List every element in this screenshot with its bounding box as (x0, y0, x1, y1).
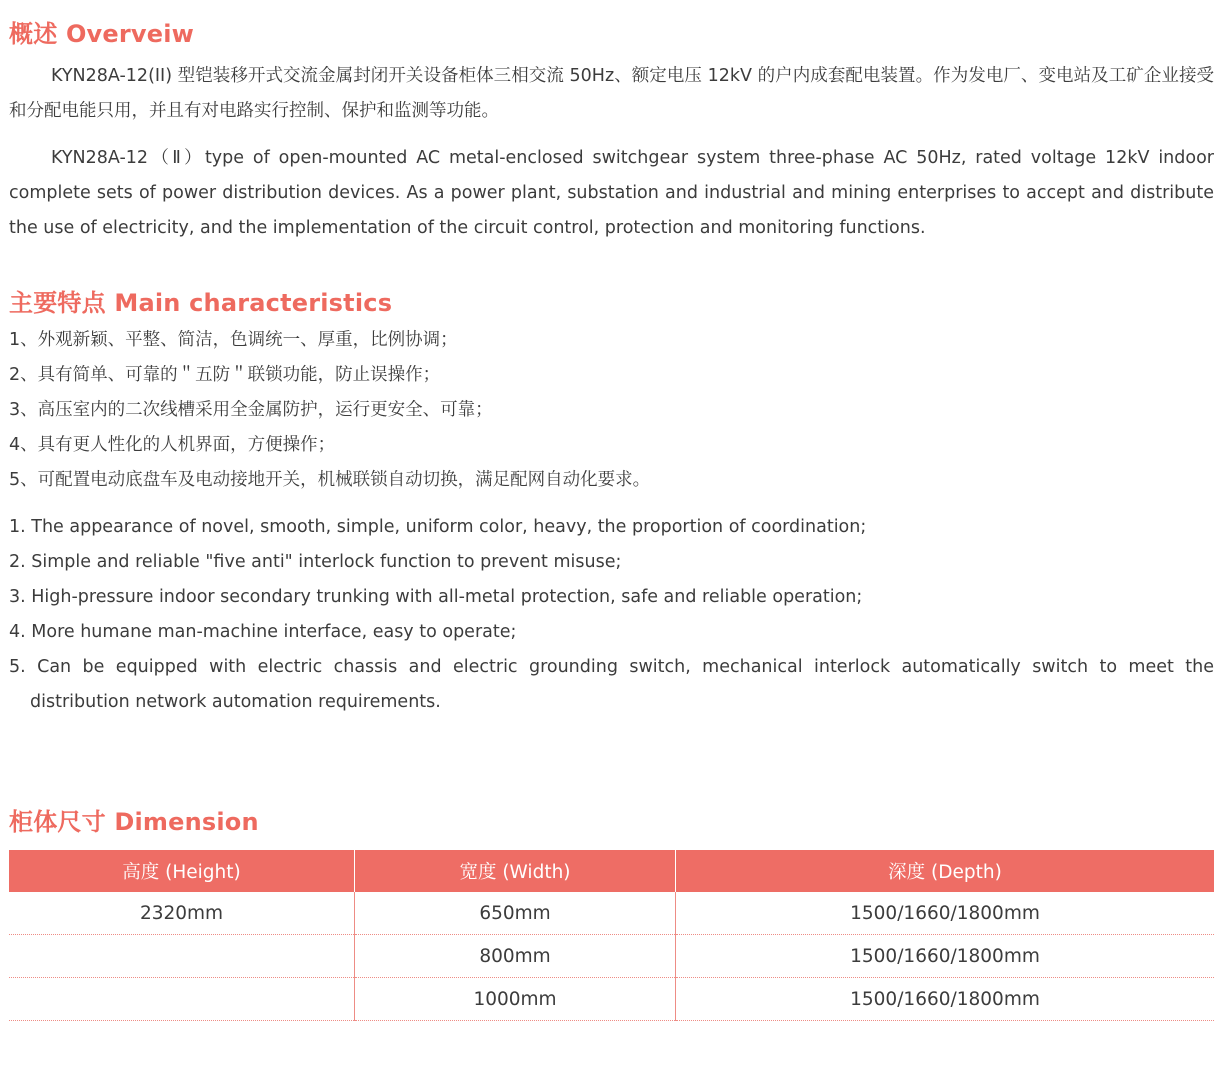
characteristic-cn-3: 3、高压室内的二次线槽采用全金属防护，运行更安全、可靠； (9, 400, 493, 420)
cell-height (9, 978, 355, 1021)
characteristic-en-4: 4. More humane man-machine interface, easy to operate; (9, 622, 517, 642)
characteristic-en-5 (9, 650, 1214, 720)
characteristic-cn-4: 4、具有更人性化的人机界面，方便操作； (9, 435, 336, 455)
characteristic-en-1: 1. The appearance of novel, smooth, simple, uniform color, heavy, the proportion of coordination; (9, 517, 867, 537)
table-row (9, 892, 1214, 935)
overview-paragraph-cn-text: KYN28A-12(II) 型铠装移开式交流金属封闭开关设备柜体三相交流 50Hz、额定电压 12kV 的户内成套配电装置。作为发电厂、变电站及工矿企业接受和分配电能只用，并且有对电路实行控制、保护和监测等功能。 (9, 66, 1214, 121)
cell-width: 650mm (355, 892, 676, 935)
table-row (9, 935, 1214, 978)
characteristic-cn-2: 2、具有简单、可靠的＂五防＂联锁功能，防止误操作； (9, 365, 441, 385)
characteristic-cn-5: 5、可配置电动底盘车及电动接地开关，机械联锁自动切换，满足配网自动化要求。 (9, 470, 651, 490)
overview-paragraph-cn (9, 59, 1214, 129)
cell-height (9, 935, 355, 978)
overview-heading: 概述 Overveiw (9, 20, 195, 48)
table-row (9, 978, 1214, 1021)
characteristic-en-5-line-2: distribution network automation requirements. (30, 692, 441, 712)
characteristic-en-5-line-1: 5. Can be equipped with electric chassis and electric grounding switch, mechanical interlock automatically switch to meet the (9, 657, 1214, 677)
cell-height: 2320mm (9, 892, 355, 935)
dimension-table (9, 850, 1214, 1021)
overview-paragraph-en (9, 141, 1214, 246)
characteristic-en-3: 3. High-pressure indoor secondary trunking with all-metal protection, safe and reliable operation; (9, 587, 863, 607)
dimension-table-header (9, 850, 1214, 892)
cell-depth: 1500/1660/1800mm (676, 935, 1215, 978)
characteristics-heading: 主要特点 Main characteristics (9, 289, 393, 317)
header-height: 高度 (Height) (9, 850, 355, 892)
header-width: 宽度 (Width) (355, 850, 676, 892)
characteristic-en-2: 2. Simple and reliable "five anti" interlock function to prevent misuse; (9, 552, 622, 572)
cell-depth: 1500/1660/1800mm (676, 892, 1215, 935)
characteristic-cn-1: 1、外观新颖、平整、简洁，色调统一、厚重，比例协调； (9, 330, 458, 350)
cell-width: 800mm (355, 935, 676, 978)
overview-paragraph-en-text: KYN28A-12（Ⅱ）type of open-mounted AC metal-enclosed switchgear system three-phase AC 50Hz, rated voltage 12kV indoor complete sets of power distribution devices. As a power plant, substation and industrial and mining enterprises to accept and distribute the use of electricity, and the implementation of the circuit control, protection and monitoring functions. (9, 148, 1214, 238)
cell-width: 1000mm (355, 978, 676, 1021)
dimension-heading: 柜体尺寸 Dimension (9, 808, 259, 836)
header-depth: 深度 (Depth) (676, 850, 1215, 892)
cell-depth: 1500/1660/1800mm (676, 978, 1215, 1021)
